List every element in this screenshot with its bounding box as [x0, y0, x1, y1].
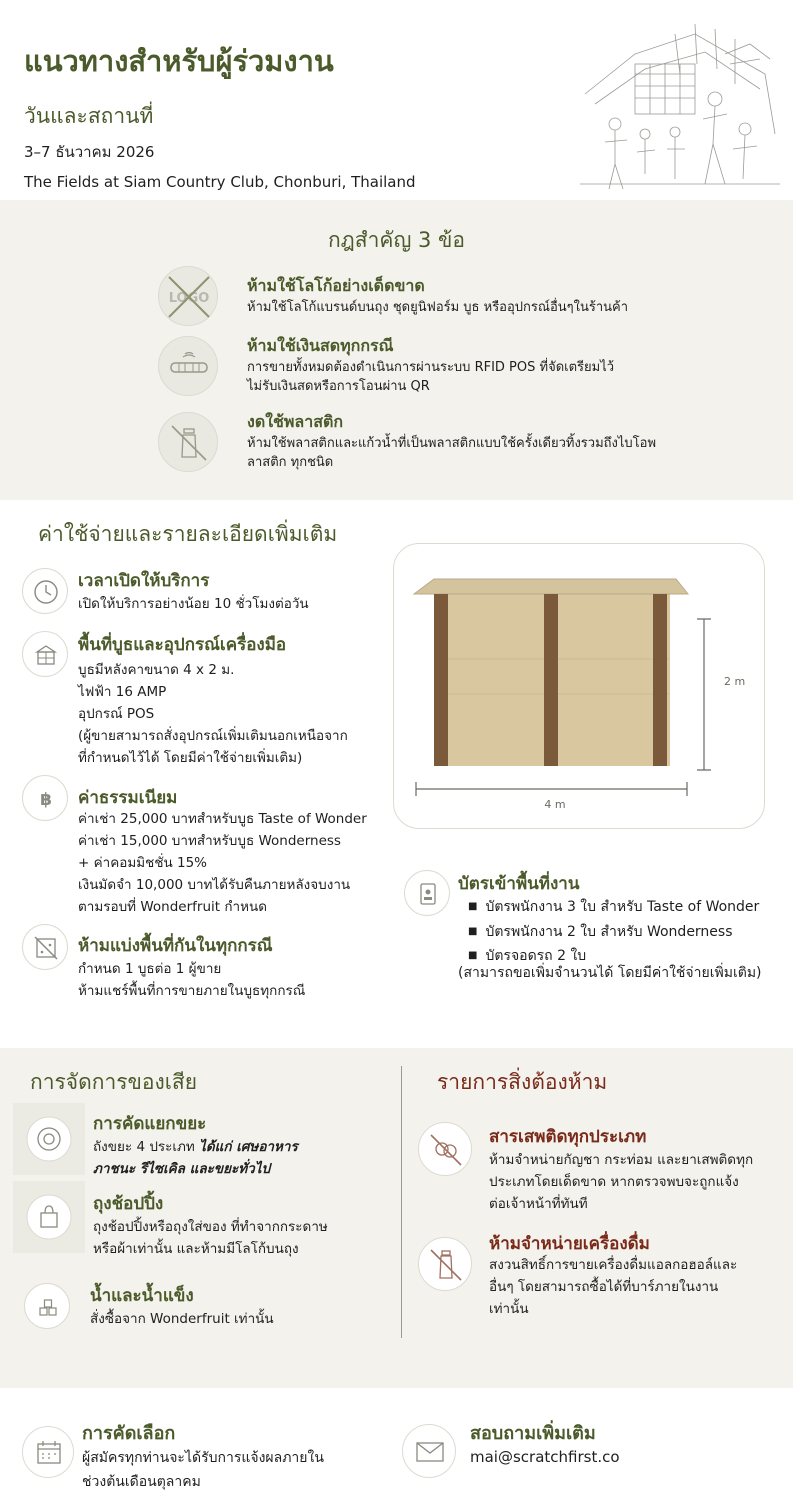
booth-icon [22, 631, 68, 677]
calendar-icon [22, 1426, 74, 1478]
hours-title: เวลาเปิดให้บริการ [78, 571, 210, 591]
fees-title: ค่าธรรมเนียม [78, 788, 178, 808]
booth-title: พื้นที่บูธและอุปกรณ์เครื่องมือ [78, 635, 287, 655]
drugs-title: สารเสพติดทุกประเภท [489, 1127, 647, 1147]
rules-section [0, 200, 793, 500]
no-plastic-bottle-icon [158, 412, 218, 472]
footer-section [0, 1388, 793, 1510]
rules-heading: กฎสำคัญ 3 ข้อ [327, 228, 466, 252]
sorting-title: การคัดแยกขยะ [93, 1114, 207, 1134]
svg-text:LOGO: LOGO [168, 291, 210, 306]
id-badge-icon [404, 870, 450, 916]
rule-desc-no-logo: ห้ามใช้โลโก้แบรนด์บนถุง ชุดยูนิฟอร์ม บูธ หรืออุปกรณ์อื่นๆในร้านค้า [247, 300, 629, 315]
drinks-desc: สงวนสิทธิ์การขายเครื่องดื่มแอลกอฮอล์และ อื่นๆ โดยสามารถซื้อได้ที่บาร์ภายในงาน เท่านั้น [489, 1257, 738, 1317]
list-item: ■ บัตรพนักงาน 2 ใบ สำหรับ Wonderness [468, 921, 759, 946]
rule-desc-no-cash: การขายทั้งหมดต้องดำเนินการผ่านระบบ RFID POS ที่จัดเตรียมไว้ ไม่รับเงินสดหรือการโอนผ่าน QR [247, 360, 615, 394]
clock-icon [22, 568, 68, 614]
ice-title: น้ำและน้ำแข็ง [90, 1286, 194, 1306]
costs-section [0, 500, 793, 1048]
event-date: 3–7 ธันวาคม 2026 [24, 143, 155, 161]
hours-desc: เปิดให้บริการอย่างน้อย 10 ชั่วโมงต่อวัน [78, 596, 309, 612]
costs-heading: ค่าใช้จ่ายและรายละเอียดเพิ่มเติม [38, 522, 338, 546]
no-logo-icon [158, 266, 218, 326]
shopping-bag-icon [13, 1181, 85, 1253]
no-split-title: ห้ามแบ่งพื้นที่กันในทุกกรณี [78, 936, 273, 956]
bags-desc: ถุงช้อปปิ้งหรือถุงใส่ของ ที่ทำจากกระดาษ หรือผ้าเท่านั้น และห้ามมีโลโก้บนถุง [93, 1219, 328, 1257]
passes-list [468, 896, 759, 970]
selection-title: การคัดเลือก [82, 1423, 176, 1444]
booth-diagram [394, 544, 766, 830]
booth-width-label: 4 m [544, 798, 566, 811]
rule-title-no-plastic: งดใช้พลาสติก [247, 412, 344, 431]
baht-icon [22, 775, 68, 821]
contact-title: สอบถามเพิ่มเติม [470, 1423, 596, 1444]
booth-diagram-card [393, 543, 765, 829]
booth-desc: บูธมีหลังคาขนาด 4 x 2 ม. ไฟฟ้า 16 AMP อุปกรณ์ POS (ผู้ขายสามารถสั่งอุปกรณ์เพิ่มเติมนอกเหนือจาก ที่กำหนดไว้ได้ โดยมีค่าใช้จ่ายเพิ่มเติม) [78, 662, 348, 766]
no-drugs-icon [418, 1122, 472, 1176]
no-drinks-icon [418, 1237, 472, 1291]
ice-cubes-icon [24, 1283, 70, 1329]
no-split-space-icon [22, 924, 68, 970]
fees-desc: ค่าเช่า 25,000 บาทสำหรับบูธ Taste of Wonder ค่าเช่า 15,000 บาทสำหรับบูธ Wonderness + ค่าคอมมิชชั่น 15% เงินมัดจำ 10,000 บาทได้รับคืนภายหลังจบงาน ตามรอบที่ Wonderfruit กำหนด [78, 811, 367, 915]
no-split-desc: กำหนด 1 บูธต่อ 1 ผู้ขาย ห้ามแชร์พื้นที่การขายภายในบูธทุกกรณี [78, 961, 306, 999]
crowd-sketch-illustration [575, 14, 785, 194]
passes-note: (สามารถขอเพิ่มจำนวนได้ โดยมีค่าใช้จ่ายเพิ่มเติม) [458, 965, 762, 981]
column-divider [401, 1066, 402, 1338]
drinks-title: ห้ามจำหน่ายเครื่องดื่ม [489, 1234, 650, 1254]
rule-desc-no-plastic: ห้ามใช้พลาสติกและแก้วน้ำที่เป็นพลาสติกแบบใช้ครั้งเดียวทิ้งรวมถึงไบโอพ ลาสติก ทุกชนิด [247, 436, 657, 470]
prohibited-heading: รายการสิ่งต้องห้าม [437, 1070, 608, 1094]
list-item: ■ บัตรพนักงาน 3 ใบ สำหรับ Taste of Wonder [468, 896, 759, 921]
page-subtitle: วันและสถานที่ [24, 104, 154, 128]
contact-email[interactable]: mai@scratchfirst.co [470, 1448, 620, 1466]
page-title: แนวทางสำหรับผู้ร่วมงาน [24, 44, 334, 78]
passes-title: บัตรเข้าพื้นที่งาน [458, 874, 580, 894]
rfid-wristband-icon [158, 336, 218, 396]
list-item: ■ บัตรจอดรถ 2 ใบ [468, 945, 759, 970]
header-section [0, 0, 793, 200]
waste-prohibited-section [0, 1048, 793, 1388]
mail-icon [402, 1424, 456, 1478]
waste-heading: การจัดการของเสีย [30, 1070, 198, 1094]
svg-text:฿: ฿ [40, 790, 52, 810]
booth-height-label: 2 m [724, 675, 746, 688]
rule-title-no-logo: ห้ามใช้โลโก้อย่างเด็ดขาด [247, 276, 425, 295]
bags-title: ถุงช้อปปิ้ง [93, 1194, 164, 1214]
drugs-desc: ห้ามจำหน่ายกัญชา กระท่อม และยาเสพติดทุก ประเภทโดยเด็ดขาด หากตรวจพบจะถูกแจ้ง ต่อเจ้าหน้าที่ทันที [489, 1152, 754, 1212]
sorting-desc: ถังขยะ 4 ประเภท ได้แก่ เศษอาหาร ภาชนะ รีไซเคิล และขยะทั่วไป [93, 1139, 298, 1177]
rule-title-no-cash: ห้ามใช้เงินสดทุกกรณี [247, 336, 394, 355]
selection-desc: ผู้สมัครทุกท่านจะได้รับการแจ้งผลภายใน ช่วงต้นเดือนตุลาคม [82, 1450, 324, 1490]
event-venue: The Fields at Siam Country Club, Chonburi, Thailand [24, 173, 416, 191]
ice-desc: สั่งซื้อจาก Wonderfruit เท่านั้น [90, 1311, 274, 1327]
recycle-target-icon [13, 1103, 85, 1175]
